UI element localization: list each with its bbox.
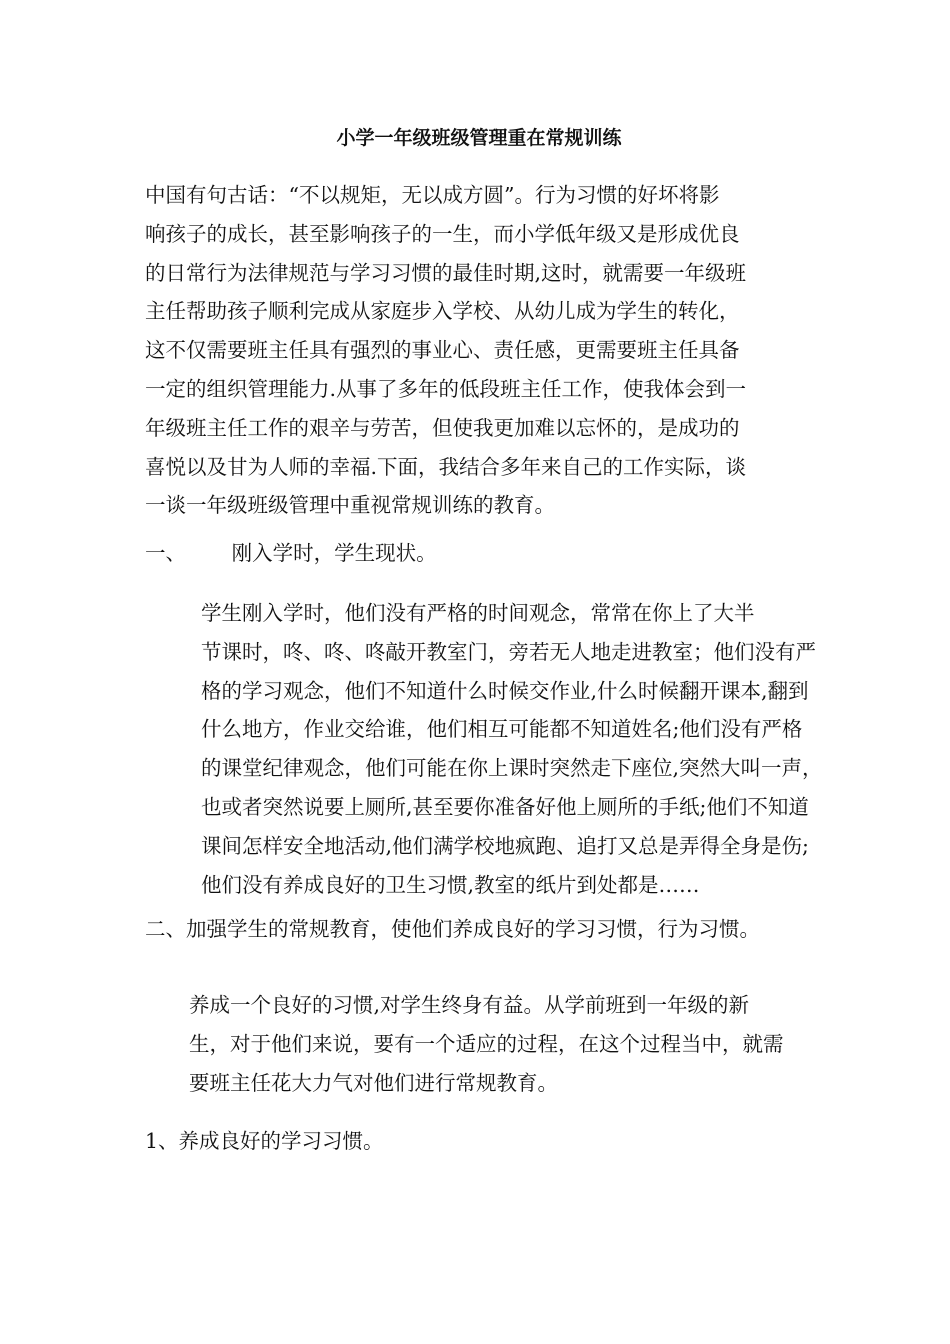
- section-1-line: 课间怎样安全地活动,他们满学校地疯跑、追打又总是弄得全身是伤;: [201, 833, 809, 858]
- section-2-line: 生，对于他们来说，要有一个适应的过程，在这个过程当中，就需: [189, 1031, 784, 1056]
- intro-line: 一定的组织管理能力.从事了多年的低段班主任工作，使我体会到一: [145, 376, 747, 401]
- document-title: 小学一年级班级管理重在常规训练: [336, 127, 622, 149]
- intro-line: 年级班主任工作的艰辛与劳苦，但使我更加难以忘怀的，是成功的: [145, 415, 740, 440]
- section-1-line: 什么地方，作业交给谁，他们相互可能都不知道姓名;他们没有严格: [201, 717, 803, 742]
- section-1-line: 节课时，咚、咚、咚敲开教室门，旁若无人地走进教室；他们没有严: [201, 639, 816, 664]
- section-1-line: 他们没有养成良好的卫生习惯,教室的纸片到处都是……: [201, 872, 700, 897]
- section-1-line: 格的学习观念，他们不知道什么时候交作业,什么时候翻开课本,翻到: [201, 678, 809, 703]
- intro-paragraph: [145, 176, 813, 525]
- section-1-paragraph: [145, 594, 823, 904]
- intro-line: 这不仅需要班主任具有强烈的事业心、责任感，更需要班主任具备: [145, 338, 740, 363]
- subsection-1-heading: 1、养成良好的学习习惯。: [145, 1129, 384, 1153]
- intro-line: 一谈一年级班级管理中重视常规训练的教育。: [145, 493, 555, 518]
- intro-line: 中国有句古话：“不以规矩，无以成方圆”。行为习惯的好坏将影: [145, 183, 720, 207]
- intro-line: 主任帮助孩子顺利完成从家庭步入学校、从幼儿成为学生的转化，: [145, 299, 740, 324]
- section-1-line: 学生刚入学时，他们没有严格的时间观念，常常在你上了大半: [201, 601, 755, 625]
- section-1-line: 也或者突然说要上厕所,甚至要你准备好他上厕所的手纸;他们不知道: [201, 794, 809, 819]
- section-2-line: 要班主任花大力气对他们进行常规教育。: [189, 1070, 558, 1095]
- intro-line: 喜悦以及甘为人师的幸福.下面，我结合多年来自己的工作实际，谈: [145, 454, 747, 479]
- section-1-line: 的课堂纪律观念，他们可能在你上课时突然走下座位,突然大叫一声，: [201, 756, 823, 781]
- intro-line: 的日常行为法律规范与学习习惯的最佳时期,这时，就需要一年级班: [145, 260, 747, 285]
- section-2-line: 养成一个良好的习惯,对学生终身有益。从学前班到一年级的新: [189, 993, 750, 1017]
- intro-line: 响孩子的成长，甚至影响孩子的一生，而小学低年级又是形成优良: [145, 221, 740, 246]
- section-1-heading: 一、 刚入学时，学生现状。: [145, 541, 437, 565]
- section-2-heading: 二、加强学生的常规教育，使他们养成良好的学习习惯，行为习惯。: [145, 917, 760, 941]
- section-2-paragraph: [145, 986, 813, 1102]
